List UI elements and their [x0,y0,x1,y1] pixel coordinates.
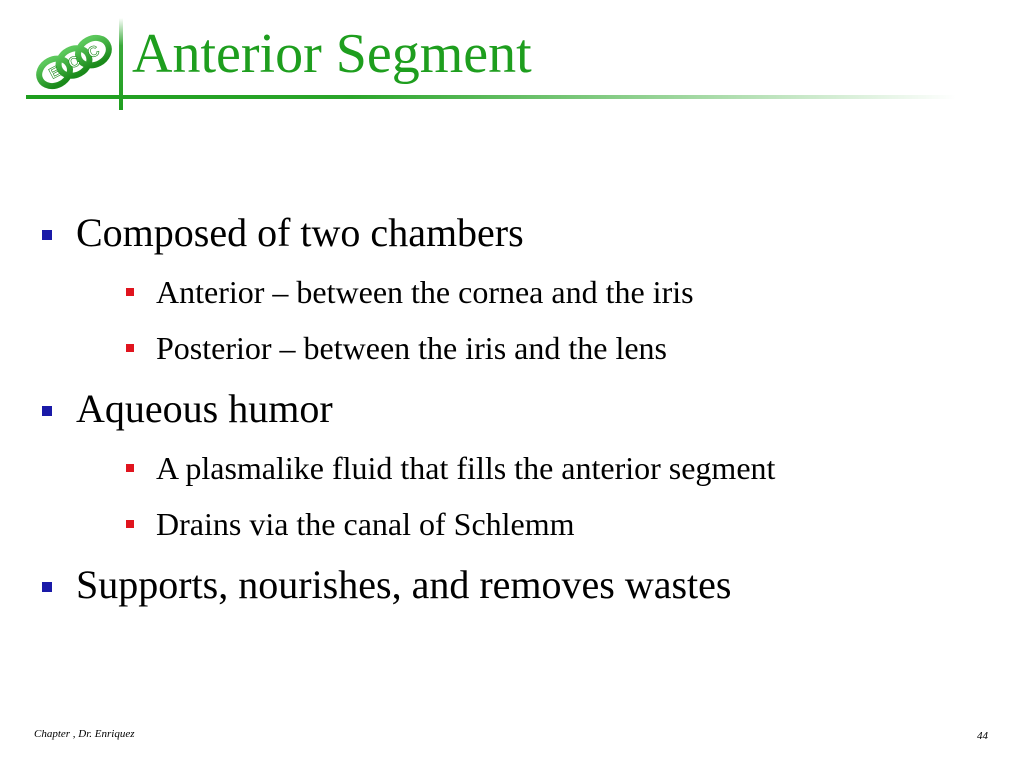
square-bullet-icon [126,344,134,352]
sub-bullet-item [76,320,980,376]
sub-bullet-list [76,264,980,376]
bullet-text: Supports, nourishes, and removes wastes [76,562,732,607]
sub-bullet-text: Anterior – between the cornea and the iris [156,274,694,310]
sub-bullet-text: A plasmalike fluid that fills the anterior segment [156,450,776,486]
ecc-logo [32,22,116,92]
sub-bullet-text: Drains via the canal of Schlemm [156,506,575,542]
bullet-text: Aqueous humor [76,386,333,431]
square-bullet-icon [42,406,52,416]
sub-bullet-item [76,264,980,320]
page-number: 44 [977,730,988,742]
title-rule-horizontal [26,95,956,99]
bullet-item [40,208,980,376]
svg-text:C: C [84,42,103,63]
square-bullet-icon [126,288,134,296]
square-bullet-icon [126,464,134,472]
footer-chapter-author: Chapter , Dr. Enriquez [34,728,135,740]
square-bullet-icon [42,230,52,240]
bullet-item [40,384,980,552]
bullet-text: Composed of two chambers [76,210,524,255]
bullet-item [40,560,980,610]
sub-bullet-item [76,496,980,552]
sub-bullet-item [76,440,980,496]
svg-text:C: C [65,52,84,73]
sub-bullet-text: Posterior – between the iris and the lens [156,330,667,366]
square-bullet-icon [126,520,134,528]
svg-text:E: E [46,62,64,83]
bullet-list [40,208,980,616]
slide-title: Anterior Segment [132,23,532,85]
sub-bullet-list [76,440,980,552]
square-bullet-icon [42,582,52,592]
